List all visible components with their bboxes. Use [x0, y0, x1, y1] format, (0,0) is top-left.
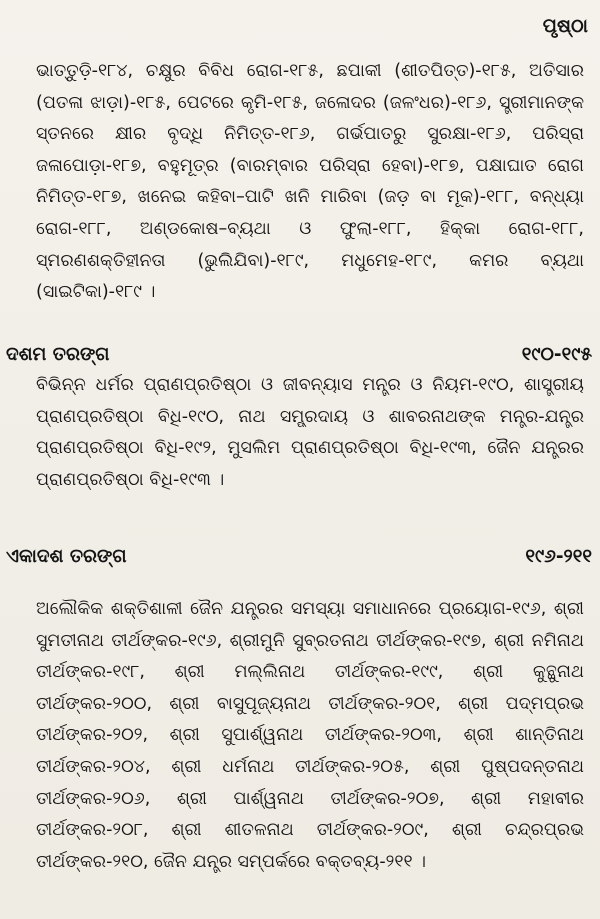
section-title: ଏକାଦଶ ତରଙ୍ଗ [6, 546, 127, 567]
page-column-header: ପୃଷ୍ଠା [542, 15, 588, 37]
section-body-11 [36, 594, 584, 878]
intro-paragraph-text: ଭାତ୍ତୁଡ଼ି-୧୮୪, ଚକ୍ଷୁର ବିବିଧ ରୋଗ-୧୮୫, ଛପାକୀ (ଶୀତପିତ୍ତ)-୧୮୫, ଅତିସାର (ପତଳା ଝାଡ଼ା)-୧୮୫, ପେଟରେ କୃମି-୧୮୫, ଜଳୋଦର (ଜଳଂଧର)-୧୮୬, ସ୍ତ୍ରୀମାନଙ୍କ ସ୍ତନରେ କ୍ଷୀର ବୃଦ୍ଧି ନିମିତ୍ତ-୧୮୬, ଗର୍ଭପାତରୁ ସୁରକ୍ଷା-୧୮୬, ପରିସ୍ରା ଜଳାପୋଡ଼ା-୧୮୭, ବହୁମୂତ୍ର (ବାରମ୍ବାର ପରିସ୍ରା ହେବା)-୧୮୭, ପକ୍ଷାଘାତ ରୋଗ ନିମିତ୍ତ-୧୮୭, ଖନେଇ କହିବା–ପାଟି ଖନି ମାରିବା (ଜଡ଼ ବା ମୂକ)-୧୮୮, ବନ୍ଧ୍ୟା ରୋଗ-୧୮୮, ଅଣ୍ଡକୋଷ–ବ୍ୟଥା ଓ ଫୁଲା-୧୮୮, ହିକ୍କା ରୋଗ-୧୮୮, ସ୍ମରଣଶକ୍ତିହୀନତା (ଭୁଲିଯିବା)-୧୮୯, ମଧୁମେହ-୧୮୯, କମର ବ୍ୟଥା (ସାଇଟିକା)-୧୮୯ । [36, 61, 584, 303]
section-body-10 [36, 370, 584, 496]
section-page-range: ୧୯୦-୧୯୫ [521, 344, 592, 365]
section-page-range: ୧୯୬-୨୧୧ [525, 546, 592, 567]
section-body-text: ଅଲୌକିକ ଶକ୍ତିଶାଳୀ ଜୈନ ଯନ୍ତ୍ରର ସମସ୍ୟା ସମାଧାନରେ ପ୍ରୟୋଗ-୧୯୬, ଶ୍ରୀ ସୁମତୀନାଥ ତୀର୍ଥଙ୍କର-୧୯୬, ଶ୍ରୀମୁନି ସୁବ୍ରତନାଥ ତୀର୍ଥଙ୍କର-୧୯୭, ଶ୍ରୀ ନମିନାଥ ତୀର୍ଥଙ୍କର-୧୯୮, ଶ୍ରୀ ମଲ୍ଲିନାଥ ତୀର୍ଥଙ୍କର-୧୯୯, ଶ୍ରୀ କୁନ୍ଥୁନାଥ ତୀର୍ଥଙ୍କର-୨୦୦, ଶ୍ରୀ ବାସୁପୂଜ୍ୟନାଥ ତୀର୍ଥଙ୍କର-୨୦୧, ଶ୍ରୀ ପଦ୍ମପ୍ରଭ ତୀର୍ଥଙ୍କର-୨୦୨, ଶ୍ରୀ ସୁପାର୍ଶ୍ୱନାଥ ତୀର୍ଥଙ୍କର-୨୦୩, ଶ୍ରୀ ଶାନ୍ତିନାଥ ତୀର୍ଥଙ୍କର-୨୦୪, ଶ୍ରୀ ଧର୍ମନାଥ ତୀର୍ଥଙ୍କର-୨୦୫, ଶ୍ରୀ ପୁଷ୍ପଦନ୍ତନାଥ ତୀର୍ଥଙ୍କର-୨୦୬, ଶ୍ରୀ ପାର୍ଶ୍ୱନାଥ ତୀର୍ଥଙ୍କର-୨୦୭, ଶ୍ରୀ ମହାବୀର ତୀର୍ଥଙ୍କର-୨୦୮, ଶ୍ରୀ ଶୀତଳନାଥ ତୀର୍ଥଙ୍କର-୨୦୯, ଶ୍ରୀ ଚନ୍ଦ୍ରପ୍ରଭ ତୀର୍ଥଙ୍କର-୨୧୦, ଜୈନ ଯନ୍ତ୍ର ସମ୍ପର୍କରେ ବକ୍ତବ୍ୟ-୨୧୧ । [36, 599, 584, 872]
section-title: ଦଶମ ତରଙ୍ଗ [6, 344, 110, 365]
section-heading-11 [6, 542, 592, 572]
intro-paragraph [36, 56, 584, 309]
section-body-text: ବିଭିନ୍ନ ଧର୍ମର ପ୍ରାଣପ୍ରତିଷ୍ଠା ଓ ଜୀବନ୍ୟାସ ମନ୍ତ୍ର ଓ ନିୟମ-୧୯୦, ଶାସ୍ତ୍ରୀୟ ପ୍ରାଣପ୍ରତିଷ୍ଠା ବିଧି-୧୯୦, ନାଥ ସମ୍ପ୍ରଦାୟ ଓ ଶାବରନାଥଙ୍କ ମନ୍ତ୍ର-ଯନ୍ତ୍ର ପ୍ରାଣପ୍ରତିଷ୍ଠା ବିଧି-୧୯୨, ମୁସଲିମ ପ୍ରାଣପ୍ରତିଷ୍ଠା ବିଧି-୧୯୩, ଜୈନ ଯନ୍ତ୍ରର ପ୍ରାଣପ୍ରତିଷ୍ଠା ବିଧି-୧୯୩ । [36, 375, 584, 490]
section-heading-10 [6, 340, 592, 370]
